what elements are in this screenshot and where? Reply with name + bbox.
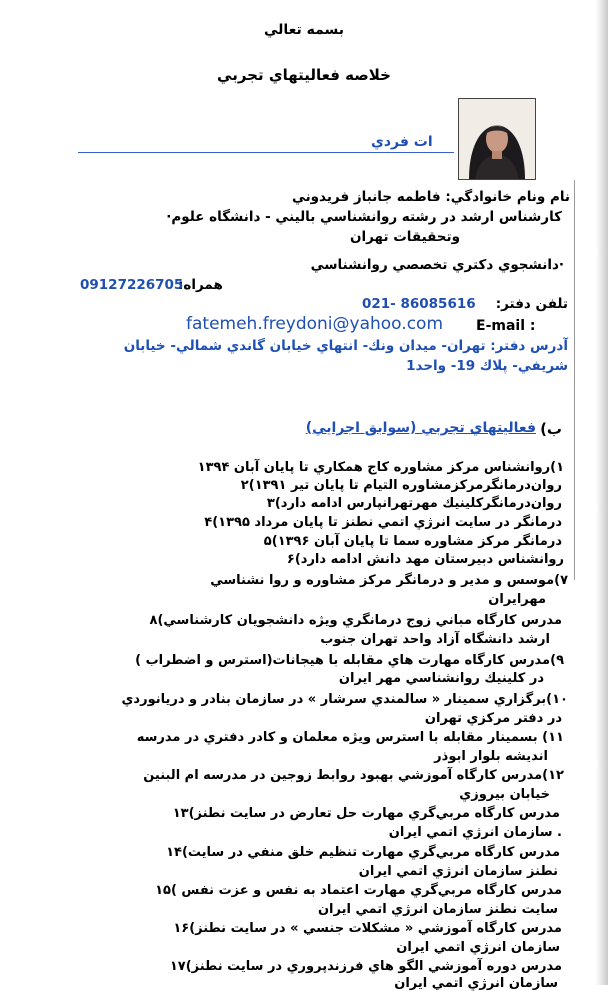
phd-line: ·دانشجوي دكتري تخصصي روانشناسي xyxy=(310,257,564,273)
degree-line-1: كارشناس ارشد در رشته روانشناسي باليني - دانشگاه علوم· xyxy=(166,209,562,225)
mobile-label: همراه: xyxy=(178,277,223,293)
email-label: E-mail : xyxy=(476,318,536,334)
activity-line: ۱۱) بسمينار مقابله با استرس ويژه معلمان و كادر دفتري در مدرسه xyxy=(136,730,564,745)
email-address[interactable]: fatemeh.freydoni@yahoo.com xyxy=(186,314,444,334)
activity-line: ۷)موسس و مدير و درمانگر مركز مشاوره و روا نشناسي xyxy=(210,573,568,588)
section-a-underline xyxy=(78,152,454,153)
activity-line: مدرس دوره آموزشي الگو هاي فرزندپروري در سايت نطنز)۱۷ xyxy=(169,959,562,974)
activity-line: ۱۲)مدرس كارگاه آموزشي بهبود روابط زوجين در مدرسه ام البنين xyxy=(143,768,564,783)
activity-line: درمانگر مركز مشاوره سما تا پايان آبان ۱۳۹۶)۵ xyxy=(263,534,562,549)
activity-line: سايت نطنز سازمان انرژي اتمي ايران xyxy=(317,902,558,917)
activity-line: مدرس كارگاه مربي‌گري مهارت حل تعارض در سايت نطنز)۱۳ xyxy=(172,806,560,821)
mobile-number[interactable]: 09127226705 xyxy=(80,277,184,293)
activity-line: ۱۰)برگزاري سمينار « سالمندي سرشار » در سازمان بنادر و دريانوردي xyxy=(121,692,568,707)
activity-line: نطنز سازمان انرژي اتمي ايران xyxy=(358,864,558,879)
activity-line: . سازمان انرژي اتمي ايران xyxy=(388,825,562,840)
section-a-title: ات فردي xyxy=(371,134,433,150)
activity-line: روان‌درمانگرمركزمشاوره التيام تا پايان تير ۱۳۹۱)۲ xyxy=(240,478,562,493)
name-line: نام ونام خانوادگي: فاطمه جانباز فريدوني xyxy=(291,189,570,205)
address-line-2: شريفي- پلاك 19- واحد1 xyxy=(406,358,568,374)
activity-line: سازمان انرژي اتمي ايران xyxy=(396,940,560,955)
activity-line: در دفتر مركزي تهران xyxy=(424,711,562,726)
activity-line: مدرس كارگاه مربي‌گري مهارت اعتماد به نفس و عزت نفس )۱۵ xyxy=(155,883,562,898)
activity-line: سازمان انرژي اتمي ايران xyxy=(394,976,558,991)
profile-photo xyxy=(458,98,536,180)
activity-line: انديشه بلوار ابوذر xyxy=(434,749,548,764)
office-phone-label: تلفن دفتر: xyxy=(495,296,568,312)
activity-line: مدرس كارگاه آموزشي « مشكلات جنسي » در سايت نطنز)۱۶ xyxy=(173,921,562,936)
activity-line: در كلينيك روانشناسي مهر ايران xyxy=(338,671,544,686)
activity-line: خيابان بيروزي xyxy=(459,787,550,802)
activity-line: ۹)مدرس كارگاه مهارت هاي مقابله با هيجانات(استرس و اضطراب ) xyxy=(135,653,564,668)
degree-line-2: وتحقيقات تهران xyxy=(350,229,460,245)
document-title: خلاصه فعاليتهاي تجربي xyxy=(217,66,391,84)
page-edge-shadow xyxy=(596,0,608,985)
activity-line: مدرس كارگاه مربي‌گري مهارت تنظيم خلق منفي در سايت)۱۴ xyxy=(166,845,560,860)
activity-line: ۱)روانشناس مركز مشاوره كاج همكاري تا پايان آبان ۱۳۹۴ xyxy=(197,460,564,475)
activity-line: روان‌درمانگركلينيك مهرتهرانپارس ادامه دارد)۳ xyxy=(266,496,562,511)
office-phone-number[interactable]: 021- 86085616 xyxy=(362,296,476,312)
page-border-line xyxy=(574,180,575,580)
address-line-1: آدرس دفتر: تهران- ميدان ونك- انتهاي خيابان گاندي شمالي- خيابان xyxy=(123,338,568,354)
activity-line: درمانگر در سايت انرژي اتمي نطنز تا پايان مرداد ۱۳۹۵)۴ xyxy=(204,515,562,530)
section-b-prefix: ب) xyxy=(540,420,562,438)
activity-line: مدرس كارگاه مباني زوج درمانگري ويژه دانشجويان كارشناسي)۸ xyxy=(149,613,562,628)
activity-line: روانشناس دبيرستان مهد دانش ادامه دارد)۶ xyxy=(286,552,564,567)
activity-line: ارشد دانشگاه آزاد واحد تهران جنوب xyxy=(320,632,550,647)
section-b-title: فعاليتهاي تجربي (سوابق اجرايي) xyxy=(305,420,536,436)
activity-line: مهرايران xyxy=(488,592,546,607)
basmala-heading: بسمه تعالي xyxy=(263,22,345,38)
